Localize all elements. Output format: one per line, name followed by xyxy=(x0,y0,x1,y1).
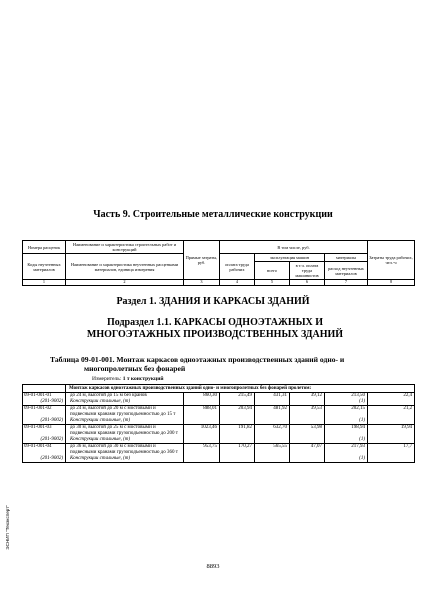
page-number: 8893 xyxy=(206,563,220,570)
labor-pay-value: 203,94 xyxy=(220,406,255,419)
group-heading: Монтаж каркасов одноэтажных производственных зданий одно- и многопролетных без фонарей пролетом: xyxy=(66,385,415,393)
table-row xyxy=(23,406,415,419)
material-description: Конструкции стальные, (т) xyxy=(66,456,184,463)
watermark-side-text: ЭСНИП "Техэксперт" xyxy=(5,505,10,550)
labor-pay-value: 170,27 xyxy=(220,444,255,457)
header-zatraty: Затраты труда рабочих, чел.-ч xyxy=(368,241,415,280)
machine-total-value: 481,92 xyxy=(255,406,290,419)
direct-costs-value: 1023,46 xyxy=(184,425,220,438)
labor-hours-value: 22,4 xyxy=(368,393,415,400)
machine-total-value: 431,31 xyxy=(255,393,290,400)
material-code: (201-9002) xyxy=(23,437,66,444)
header-num-6: 6 xyxy=(290,280,325,286)
material-row xyxy=(23,456,415,463)
header-vtch: в т.ч. оплата труда машинистов xyxy=(290,262,325,280)
part-title: Часть 9. Строительные металлические конструкции xyxy=(93,209,333,220)
empty-cell xyxy=(255,456,290,463)
materials-value: 217,93 xyxy=(325,444,368,457)
labor-hours-value: 19,94 xyxy=(368,425,415,438)
machinist-pay-value: 39,12 xyxy=(290,393,325,400)
empty-cell xyxy=(184,456,220,463)
header-num-3: 3 xyxy=(184,280,220,286)
material-code: (201-9002) xyxy=(23,418,66,425)
material-code: (201-9002) xyxy=(23,456,66,463)
labor-hours-value: 17,7 xyxy=(368,444,415,457)
header-pryamye: Прямые затраты, руб. xyxy=(184,241,220,280)
header-oplata: оплата труда рабочих xyxy=(220,254,255,280)
header-num-7: 7 xyxy=(325,280,368,286)
material-code: (201-9002) xyxy=(23,399,66,406)
labor-hours-value: 21,2 xyxy=(368,406,415,419)
section-title: Раздел 1. ЗДАНИЯ И КАРКАСЫ ЗДАНИЙ xyxy=(116,296,310,307)
labor-pay-value: 215,49 xyxy=(220,393,255,400)
table-title-line1: Таблица 09-01-001. Монтаж каркасов одноэтажных производственных зданий одно- и xyxy=(50,355,345,364)
material-description: Конструкции стальные, (т) xyxy=(66,399,184,406)
direct-costs-value: 860,30 xyxy=(184,393,220,400)
material-quantity: (1) xyxy=(325,437,368,444)
rates-table xyxy=(22,384,415,463)
rate-description: до 24 м, высотой до 20 м с мостовыми и подвесными кранами грузоподъемностью до 15 т xyxy=(66,406,184,419)
header-num-1: 1 xyxy=(23,280,66,286)
meter-label: Измеритель: xyxy=(92,376,122,382)
materials-value: 213,50 xyxy=(325,393,368,400)
material-description: Конструкции стальные, (т) xyxy=(66,437,184,444)
header-num-2: 2 xyxy=(66,280,184,286)
rate-code: 09-01-001-01 xyxy=(23,393,66,400)
header-vsego: всего xyxy=(255,262,290,280)
header-num-5: 5 xyxy=(255,280,290,286)
table-title-line2: многопролетных без фонарей xyxy=(84,364,186,374)
header-naim2: Наименование и характеристика неучтенных расценками материалов, единица измерения xyxy=(66,254,184,280)
materials-value: 198,94 xyxy=(325,425,368,438)
rate-description: до 30 м, высотой до 25 м с мостовыми и подвесными кранами грузоподъемностью до 200 т xyxy=(66,425,184,438)
machine-total-value: 632,70 xyxy=(255,425,290,438)
machinist-pay-value: 47,07 xyxy=(290,444,325,457)
header-naim: Наименование и характеристика строительных работ и конструкций xyxy=(66,241,184,254)
header-table xyxy=(22,240,415,286)
meter xyxy=(92,376,164,382)
direct-costs-value: 888,01 xyxy=(184,406,220,419)
header-kody: Коды неучтенных материалов xyxy=(23,254,66,280)
machinist-pay-value: 39,53 xyxy=(290,406,325,419)
machinist-pay-value: 53,98 xyxy=(290,425,325,438)
rate-description: до 24 м, высотой до 15 м без кранов xyxy=(66,393,184,400)
table-title xyxy=(50,355,412,373)
rate-code: 09-01-001-02 xyxy=(23,406,66,419)
rate-description: до 36 м, высотой до 30 м с мостовыми и подвесными кранами грузоподъемностью до 360 т xyxy=(66,444,184,457)
material-quantity: (1) xyxy=(325,456,368,463)
header-rashod: расход неучтенных материалов xyxy=(325,262,368,280)
machine-total-value: 565,55 xyxy=(255,444,290,457)
table-row xyxy=(23,425,415,438)
empty-cell xyxy=(368,456,415,463)
header-num-8: 8 xyxy=(368,280,415,286)
rate-code: 09-01-001-04 xyxy=(23,444,66,457)
material-quantity: (1) xyxy=(325,418,368,425)
header-nomera: Номера расценок xyxy=(23,241,66,254)
materials-value: 202,15 xyxy=(325,406,368,419)
empty-cell xyxy=(290,456,325,463)
empty-cell xyxy=(220,456,255,463)
direct-costs-value: 953,75 xyxy=(184,444,220,457)
header-vtom: В том числе, руб. xyxy=(220,241,368,254)
table-row xyxy=(23,444,415,457)
material-quantity: (1) xyxy=(325,399,368,406)
rate-code: 09-01-001-03 xyxy=(23,425,66,438)
subsection-title: Подраздел 1.1. КАРКАСЫ ОДНОЭТАЖНЫХ И МНОГОЭТАЖНЫХ ПРОИЗВОДСТВЕННЫХ ЗДАНИЙ xyxy=(86,317,344,340)
header-num-4: 4 xyxy=(220,280,255,286)
material-description: Конструкции стальные, (т) xyxy=(66,418,184,425)
header-materialy: материалы xyxy=(325,254,368,262)
header-ekspl: эксплуатация машин xyxy=(255,254,325,262)
meter-value: 1 т конструкций xyxy=(122,376,164,382)
labor-pay-value: 191,82 xyxy=(220,425,255,438)
